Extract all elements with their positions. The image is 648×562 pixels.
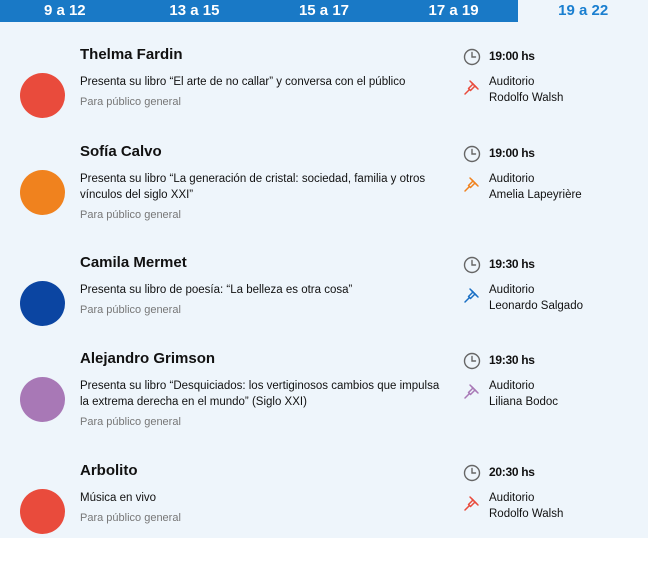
event-name: Arbolito [80, 462, 138, 479]
event-name: Thelma Fardin [80, 46, 183, 63]
clock-icon [463, 464, 481, 482]
event-place [489, 378, 558, 410]
event-place [489, 171, 582, 203]
place-type: Auditorio [489, 284, 535, 296]
event-time: 19:00 hs [489, 146, 535, 160]
event-description: Presenta su libro “Desquiciados: los vertiginosos cambios que impulsa la extrema derecha en el mundo” (Siglo XXI) [80, 380, 440, 408]
event-description: Música en vivo [80, 492, 157, 504]
event-item [0, 462, 648, 562]
tab-17-a-19[interactable]: 17 a 19 [389, 0, 519, 22]
clock-icon [463, 145, 481, 163]
event-color-dot [20, 170, 65, 215]
place-type: Auditorio [489, 76, 535, 88]
pushpin-icon [463, 286, 481, 304]
event-audience: Para público general [80, 512, 181, 524]
event-place [489, 74, 563, 106]
clock-icon [463, 256, 481, 274]
event-time: 19:30 hs [489, 353, 535, 367]
place-name: Liliana Bodoc [489, 396, 559, 408]
event-description: Presenta su libro de poesía: “La belleza es otra cosa” [80, 284, 353, 296]
pushpin-icon [463, 494, 481, 512]
event-audience: Para público general [80, 96, 181, 108]
event-time: 19:00 hs [489, 49, 535, 63]
event-item [0, 350, 648, 450]
event-audience: Para público general [80, 304, 181, 316]
event-name: Alejandro Grimson [80, 350, 216, 367]
events-panel [0, 22, 648, 538]
pushpin-icon [463, 175, 481, 193]
event-audience: Para público general [80, 209, 181, 221]
tab-9-a-12[interactable]: 9 a 12 [0, 0, 130, 22]
tab-19-a-22[interactable]: 19 a 22 [518, 0, 648, 22]
tab-15-a-17[interactable]: 15 a 17 [259, 0, 389, 22]
event-audience: Para público general [80, 416, 181, 428]
event-color-dot [20, 489, 65, 534]
pushpin-icon [463, 382, 481, 400]
event-time: 20:30 hs [489, 465, 535, 479]
place-name: Rodolfo Walsh [489, 508, 564, 520]
event-color-dot [20, 281, 65, 326]
tab-13-a-15[interactable]: 13 a 15 [130, 0, 260, 22]
place-name: Leonardo Salgado [489, 300, 583, 312]
place-type: Auditorio [489, 492, 535, 504]
event-name: Sofía Calvo [80, 143, 162, 160]
place-type: Auditorio [489, 173, 535, 185]
event-item [0, 143, 648, 243]
event-color-dot [20, 73, 65, 118]
pushpin-icon [463, 78, 481, 96]
clock-icon [463, 352, 481, 370]
place-type: Auditorio [489, 380, 535, 392]
event-color-dot [20, 377, 65, 422]
place-name: Amelia Lapeyrière [489, 189, 582, 201]
clock-icon [463, 48, 481, 66]
place-name: Rodolfo Walsh [489, 92, 564, 104]
event-description: Presenta su libro “La generación de cristal: sociedad, familia y otros vínculos del siglo XXI” [80, 173, 426, 201]
event-item [0, 254, 648, 354]
event-name: Camila Mermet [80, 254, 187, 271]
event-place [489, 282, 583, 314]
event-description: Presenta su libro “El arte de no callar” y conversa con el público [80, 76, 406, 88]
event-place [489, 490, 563, 522]
time-slot-tabs [0, 0, 648, 22]
event-time: 19:30 hs [489, 257, 535, 271]
event-item [0, 46, 648, 146]
